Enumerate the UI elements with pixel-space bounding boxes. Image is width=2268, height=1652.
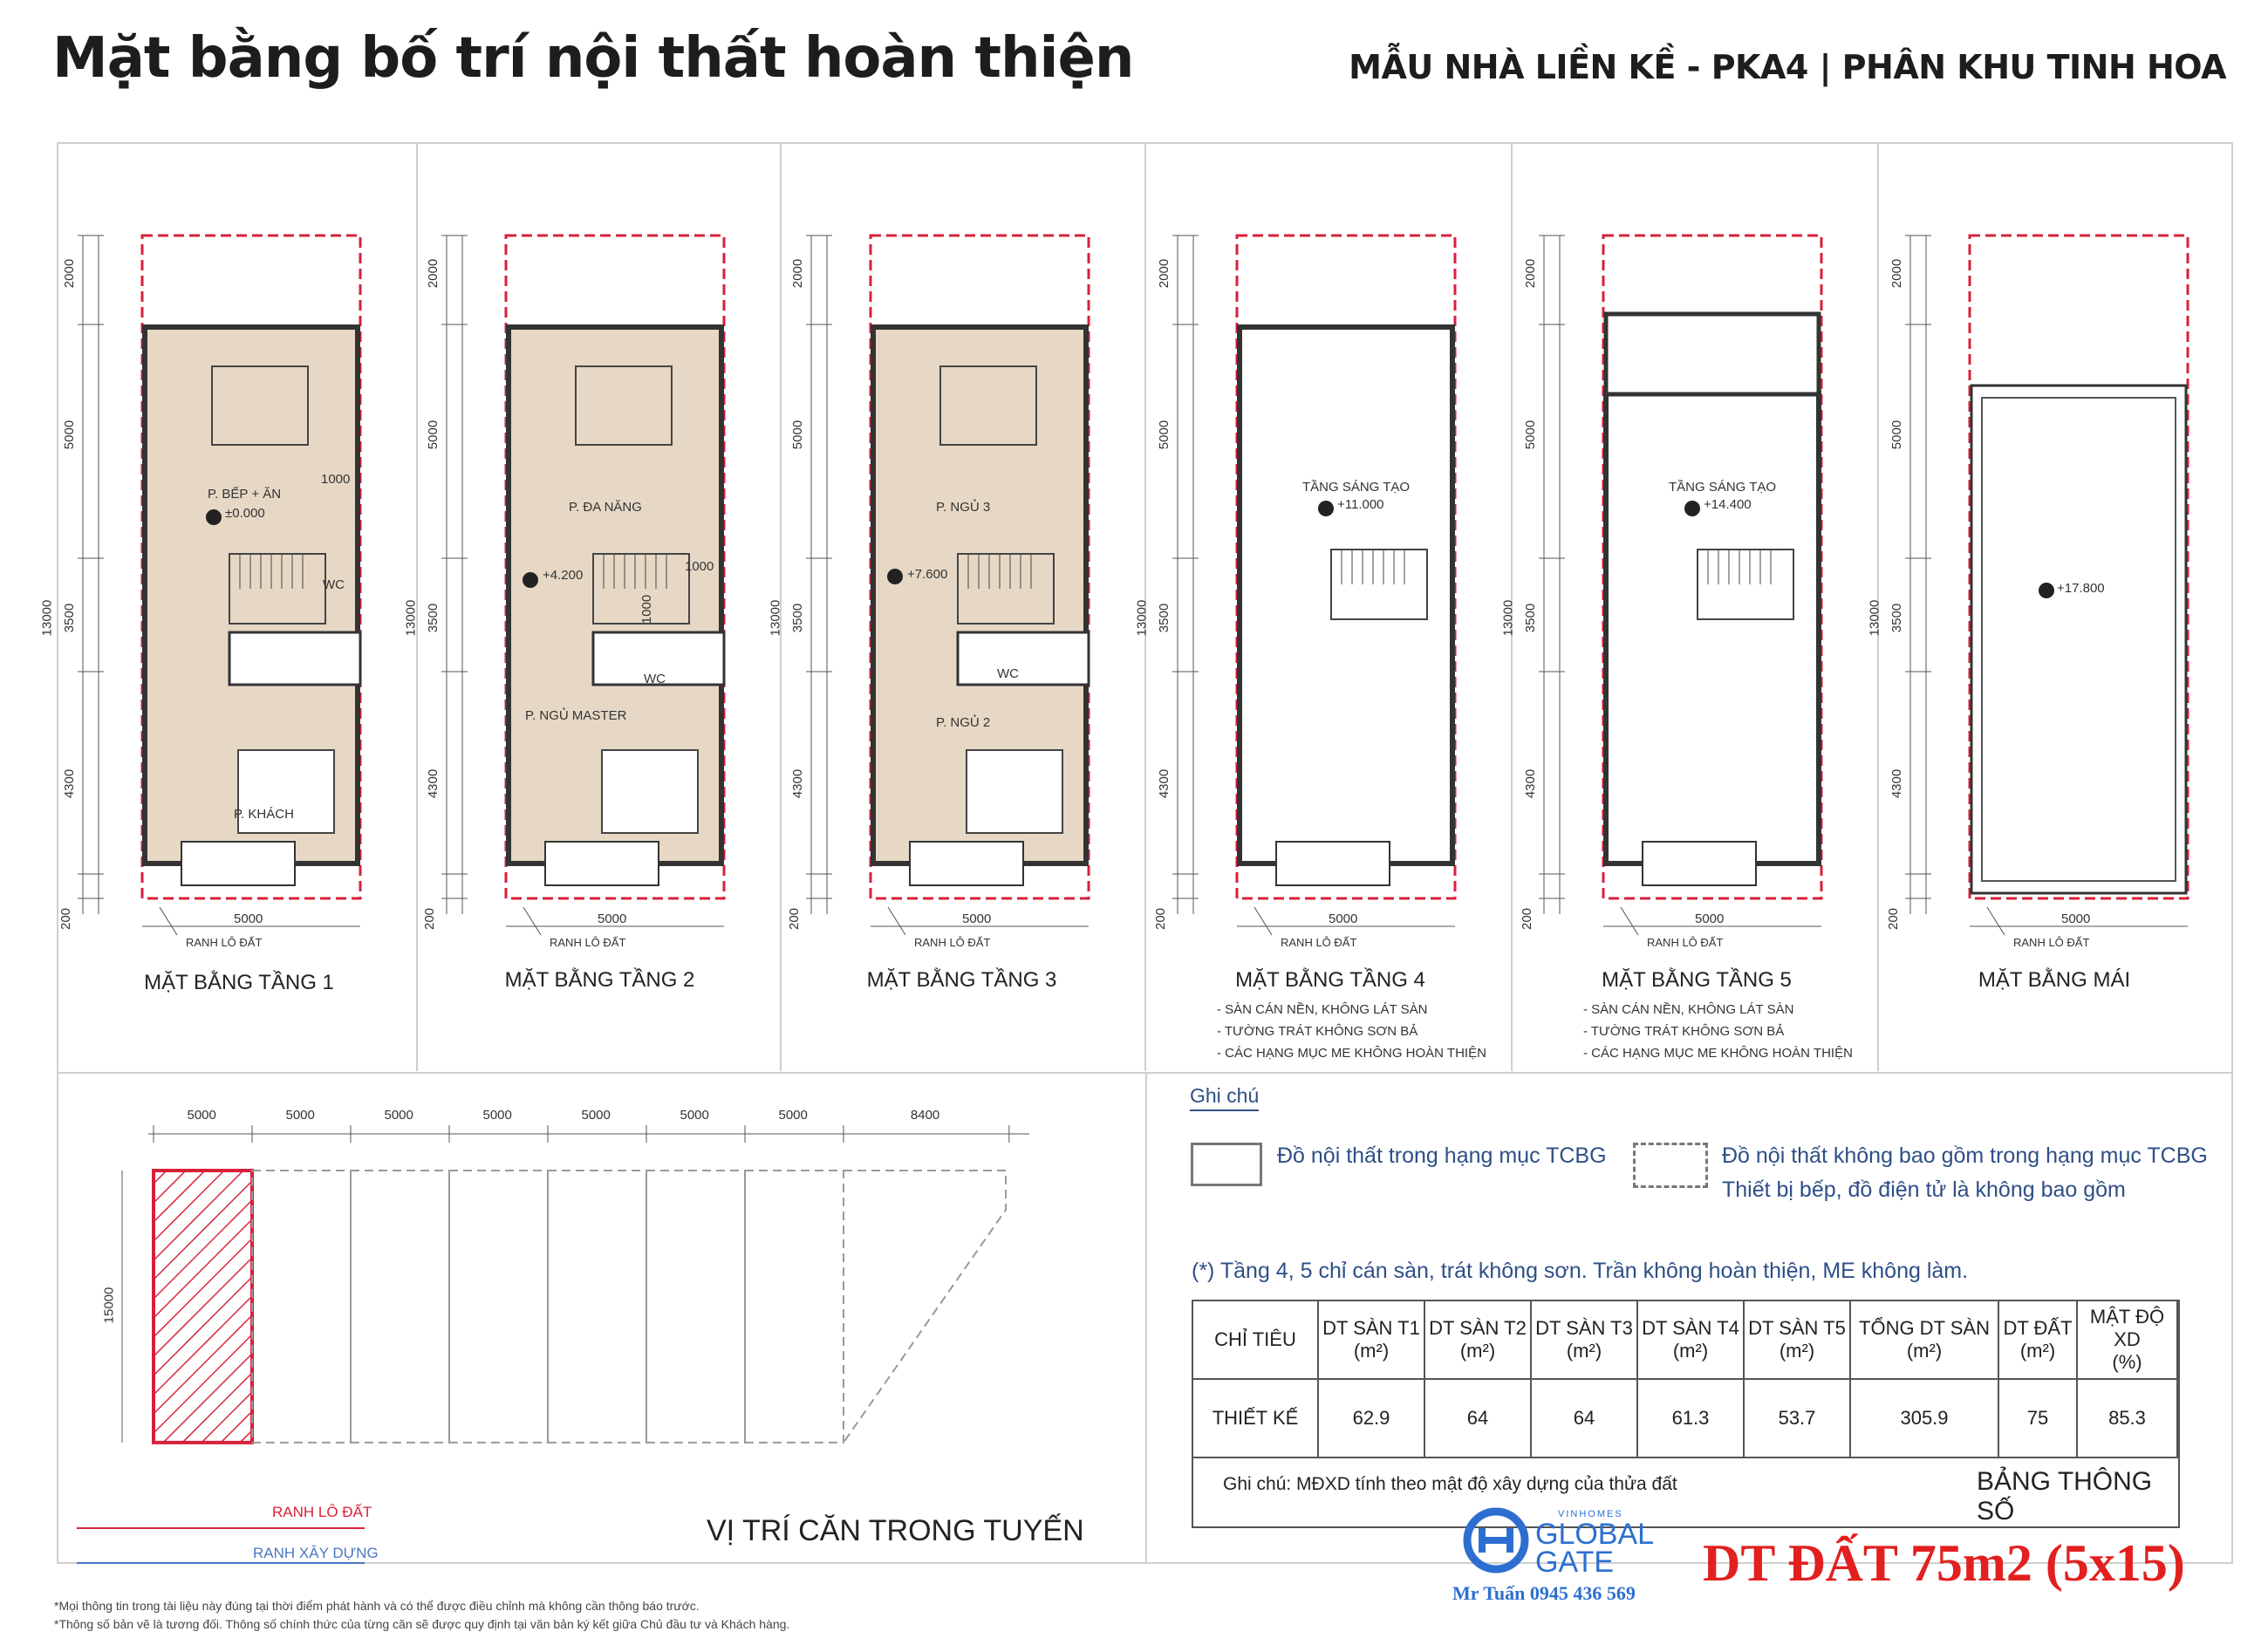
site-plan-caption: VỊ TRÍ CĂN TRONG TUYẾN — [707, 1514, 1084, 1547]
dim-label-width: 5000 — [234, 911, 263, 926]
dim-label-13000: 13000 — [403, 599, 419, 637]
value-cell: THIẾT KẾ — [1192, 1379, 1318, 1457]
dim-label-5000: 5000 — [790, 420, 806, 450]
site-lot — [548, 1171, 646, 1443]
room-label-wc: WC — [323, 577, 345, 592]
header-cell: DT SÀN T5 (m²) — [1744, 1300, 1850, 1379]
lot-boundary-label: RANH LÔ ĐẤT — [550, 936, 626, 949]
level-label: +4.200 — [543, 568, 584, 583]
dim-label-2000: 2000 — [790, 258, 806, 289]
room-label-bed3: P. NGỦ 3 — [936, 500, 991, 515]
dim-label-13000: 13000 — [1867, 599, 1882, 637]
dim-label-stair: 1000 — [685, 559, 714, 574]
land-area-title: DT ĐẤT 75m2 (5x15) — [1703, 1534, 2185, 1592]
spec-value-row — [1192, 1379, 2177, 1457]
value-cell: 61.3 — [1637, 1379, 1744, 1457]
header-cell: DT SÀN T4 (m²) — [1637, 1300, 1744, 1379]
dim-label-3500: 3500 — [1157, 603, 1172, 633]
dim-label-5000: 5000 — [1523, 420, 1539, 450]
brand-line1: GLOBAL — [1535, 1518, 1655, 1551]
site-width-label: 5000 — [482, 1108, 512, 1123]
spec-table — [1192, 1300, 2178, 1458]
note-line: - CÁC HẠNG MỤC ME KHÔNG HOÀN THIỆN — [1583, 1046, 1853, 1061]
caption-roof: MẶT BẰNG MÁI — [1978, 968, 2131, 992]
site-lot-corner — [844, 1171, 1006, 1443]
note-line: - TƯỜNG TRÁT KHÔNG SƠN BẢ — [1583, 1024, 1785, 1039]
page-subtitle: MẪU NHÀ LIỀN KỀ - PKA4 | PHÂN KHU TINH HOA — [1349, 48, 2226, 86]
vinhomes-logo-icon — [1461, 1505, 1531, 1575]
lot-boundary-label: RANH LÔ ĐẤT — [1647, 936, 1724, 949]
dim-label-4300: 4300 — [62, 768, 78, 799]
hatch-line — [154, 1430, 252, 1529]
lot-boundary-label: RANH LÔ ĐẤT — [914, 936, 991, 949]
dim-label-13000: 13000 — [1134, 599, 1150, 637]
legend-dashed-box — [1633, 1143, 1708, 1188]
dim-label-13000: 13000 — [1500, 599, 1516, 637]
site-width-label: 8400 — [910, 1108, 940, 1123]
level-label: +7.600 — [907, 567, 948, 582]
value-cell: 64 — [1531, 1379, 1637, 1457]
room-label-wc: WC — [997, 666, 1019, 681]
caption-floor-2: MẶT BẰNG TẦNG 2 — [504, 968, 695, 992]
dim-label-stair: 1000 — [639, 594, 655, 625]
level-label: +11.000 — [1337, 497, 1384, 512]
room-label-multi: P. ĐA NĂNG — [569, 500, 642, 515]
hatch-line — [154, 1450, 252, 1548]
dim-label-2000: 2000 — [1523, 258, 1539, 289]
dim-label-4300: 4300 — [426, 768, 441, 799]
dim-label-3500: 3500 — [1523, 603, 1539, 633]
value-cell: 64 — [1424, 1379, 1531, 1457]
site-depth-label: 15000 — [101, 1287, 117, 1324]
dim-label-200: 200 — [787, 907, 803, 931]
brand-small: VINHOMES — [1558, 1509, 1623, 1519]
site-width-label: 5000 — [680, 1108, 709, 1123]
dim-label-200: 200 — [422, 907, 438, 931]
legend-lot-label: RANH LÔ ĐẤT — [272, 1504, 372, 1520]
dim-label-5000: 5000 — [1157, 420, 1172, 450]
legend-solid-box — [1191, 1143, 1262, 1186]
site-width-label: 5000 — [778, 1108, 808, 1123]
value-cell: 85.3 — [2077, 1379, 2177, 1457]
hatch-line — [154, 1546, 252, 1570]
dim-label-4300: 4300 — [1157, 768, 1172, 799]
level-label: ±0.000 — [225, 506, 265, 521]
room-label-living: P. KHÁCH — [234, 807, 294, 822]
header-cell: DT SÀN T3 (m²) — [1531, 1300, 1637, 1379]
legend-heading: Ghi chú — [1190, 1084, 1259, 1111]
dim-label-3500: 3500 — [62, 603, 78, 633]
site-lot — [646, 1171, 745, 1443]
room-label-creative: TẦNG SÁNG TẠO — [1302, 480, 1411, 495]
site-width-label: 5000 — [581, 1108, 611, 1123]
level-label: +14.400 — [1704, 497, 1752, 512]
caption-floor-3: MẶT BẰNG TẦNG 3 — [866, 968, 1057, 992]
footer-note-1: *Mọi thông tin trong tài liệu này đúng tại thời điểm phát hành và có thể được điều chỉnh mà không cần thông báo trước. — [54, 1599, 700, 1613]
legend-note: (*) Tầng 4, 5 chỉ cán sàn, trát không sơn. Trần không hoàn thiện, ME không làm. — [1192, 1259, 1969, 1283]
dim-label-4300: 4300 — [1523, 768, 1539, 799]
dim-label-width: 5000 — [2061, 911, 2091, 926]
site-width-label: 5000 — [285, 1108, 315, 1123]
footer-note-2: *Thông số bản vẽ là tương đối. Thông số chính thức của từng căn sẽ được quy định tại văn bản ký kết giữa Chủ đầu tư và Khách hàng. — [54, 1617, 790, 1631]
spec-table-box — [1192, 1300, 2180, 1528]
hatch-line — [154, 1469, 252, 1567]
site-lot — [745, 1171, 844, 1443]
legend-build-label: RANH XÂY DỰNG — [253, 1545, 379, 1561]
dim-label-4300: 4300 — [790, 768, 806, 799]
site-layer — [122, 1082, 1029, 1570]
dim-label-200: 200 — [1520, 907, 1535, 931]
value-cell: 62.9 — [1318, 1379, 1424, 1457]
dim-label-4300: 4300 — [1889, 768, 1905, 799]
page-title: Mặt bằng bố trí nội thất hoàn thiện — [52, 26, 1134, 91]
header-cell: DT SÀN T1 (m²) — [1318, 1300, 1424, 1379]
dim-label-2000: 2000 — [1889, 258, 1905, 289]
legend-dashed-label-2: Thiết bị bếp, đồ điện tử là không bao gồm — [1722, 1178, 2126, 1202]
dim-label-3500: 3500 — [790, 603, 806, 633]
note-line: - SÀN CÁN NỀN, KHÔNG LÁT SÀN — [1217, 1002, 1428, 1017]
header-cell: MẬT ĐỘ XD (%) — [2077, 1300, 2177, 1379]
legend-dashed-label-1: Đồ nội thất không bao gồm trong hạng mục TCBG — [1722, 1143, 2208, 1168]
header-cell: TỔNG DT SÀN (m²) — [1850, 1300, 1998, 1379]
dim-label-5000: 5000 — [426, 420, 441, 450]
lot-boundary-label: RANH LÔ ĐẤT — [1281, 936, 1357, 949]
site-lot — [252, 1171, 351, 1443]
lot-boundary-label: RANH LÔ ĐẤT — [2013, 936, 2090, 949]
brand-line2: GATE — [1535, 1546, 1615, 1579]
site-width-label: 5000 — [384, 1108, 413, 1123]
dim-label-3500: 3500 — [426, 603, 441, 633]
legend-solid-label: Đồ nội thất trong hạng mục TCBG — [1277, 1143, 1607, 1168]
dim-label-200: 200 — [1153, 907, 1169, 931]
dim-label-200: 200 — [1886, 907, 1902, 931]
dim-label-13000: 13000 — [39, 599, 55, 637]
header-cell: DT SÀN T2 (m²) — [1424, 1300, 1531, 1379]
room-label-bed2: P. NGỦ 2 — [936, 715, 991, 730]
site-plan — [0, 1082, 1143, 1570]
dim-label-5000: 5000 — [62, 420, 78, 450]
room-label-kitchen: P. BẾP + ĂN — [208, 487, 282, 502]
dim-label-width: 5000 — [1695, 911, 1725, 926]
header-cell: DT ĐẤT (m²) — [1998, 1300, 2077, 1379]
room-label-creative: TẦNG SÁNG TẠO — [1669, 480, 1777, 495]
dim-label-width: 5000 — [598, 911, 627, 926]
dim-label-width: 5000 — [962, 911, 992, 926]
site-width-label: 5000 — [187, 1108, 216, 1123]
lot-boundary-label: RANH LÔ ĐẤT — [186, 936, 263, 949]
dim-label-stair: 1000 — [321, 472, 351, 487]
dim-label-5000: 5000 — [1889, 420, 1905, 450]
dim-label-2000: 2000 — [1157, 258, 1172, 289]
note-line: - CÁC HẠNG MỤC ME KHÔNG HOÀN THIỆN — [1217, 1046, 1486, 1061]
table-title: BẢNG THÔNG SỐ — [1977, 1467, 2153, 1526]
value-cell: 75 — [1998, 1379, 2077, 1457]
note-line: - TƯỜNG TRÁT KHÔNG SƠN BẢ — [1217, 1024, 1418, 1039]
site-lot — [449, 1171, 548, 1443]
caption-floor-1: MẶT BẰNG TẦNG 1 — [144, 971, 334, 994]
room-label-master: P. NGỦ MASTER — [525, 708, 627, 723]
dim-label-2000: 2000 — [62, 258, 78, 289]
hatch-line — [154, 1565, 252, 1570]
hatch-line — [154, 1507, 252, 1570]
caption-floor-5: MẶT BẰNG TẦNG 5 — [1602, 968, 1792, 992]
dim-label-13000: 13000 — [768, 599, 783, 637]
spec-header-row — [1192, 1300, 2177, 1379]
table-footnote: Ghi chú: MĐXD tính theo mật độ xây dựng của thửa đất — [1223, 1474, 1677, 1494]
header-cell: CHỈ TIÊU — [1192, 1300, 1318, 1379]
brand-contact: Mr Tuấn 0945 436 569 — [1452, 1582, 1636, 1604]
dim-label-2000: 2000 — [426, 258, 441, 289]
caption-floor-4: MẶT BẰNG TẦNG 4 — [1235, 968, 1425, 992]
value-cell: 305.9 — [1850, 1379, 1998, 1457]
dim-label-3500: 3500 — [1889, 603, 1905, 633]
value-cell: 53.7 — [1744, 1379, 1850, 1457]
dim-label-width: 5000 — [1329, 911, 1358, 926]
room-label-wc: WC — [644, 672, 666, 686]
dim-label-200: 200 — [58, 907, 74, 931]
level-label: +17.800 — [2057, 581, 2105, 596]
site-lot — [351, 1171, 449, 1443]
note-line: - SÀN CÁN NỀN, KHÔNG LÁT SÀN — [1583, 1002, 1794, 1017]
